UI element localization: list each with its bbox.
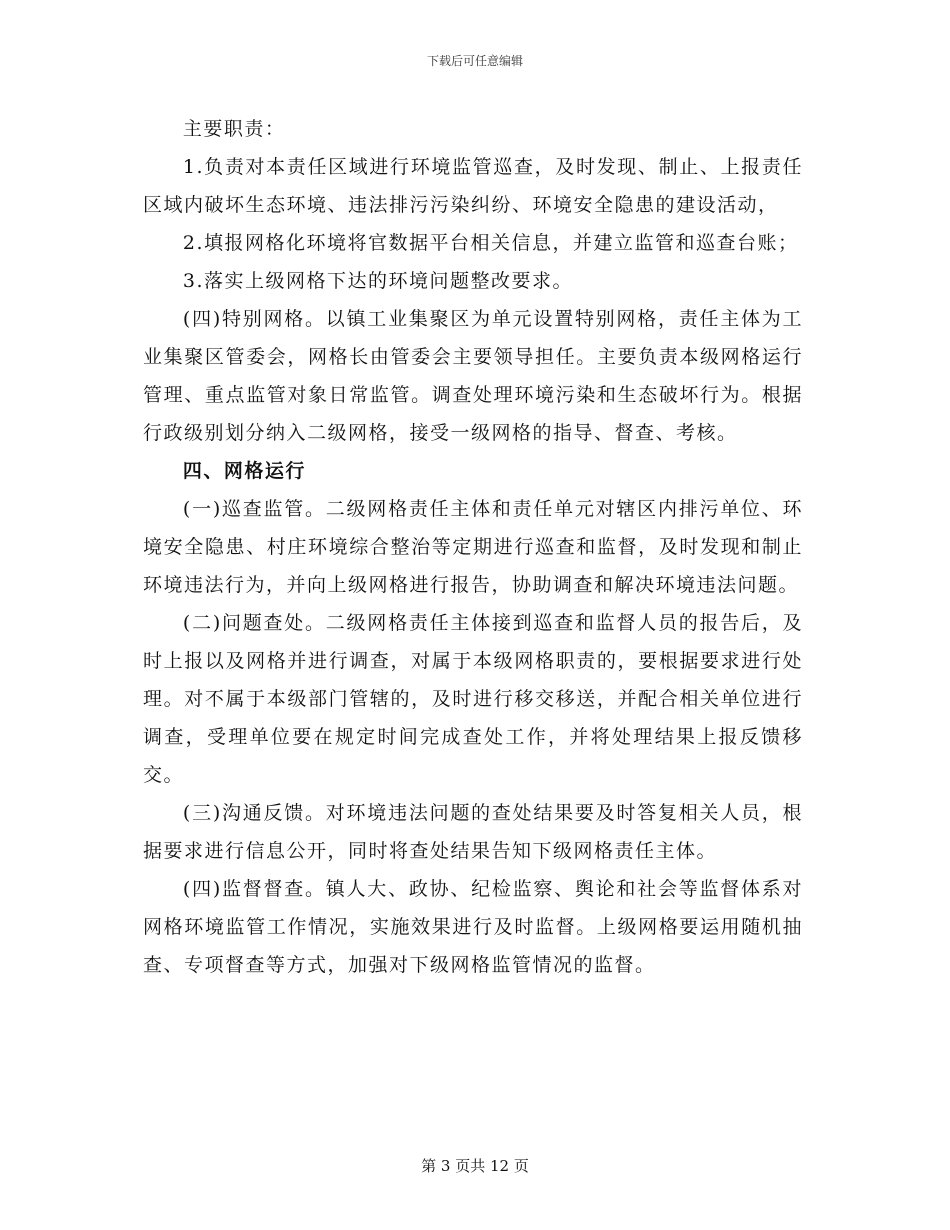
paragraph-duty-3: 3.落实上级网格下达的环境问题整改要求。 <box>182 270 574 292</box>
paragraph-communication-feedback: (三)沟通反馈。对环境违法问题的查处结果要及时答复相关人员，根据要求进行信息公开，同时将查处结果告知下级网格责任主体。 <box>143 802 803 862</box>
paragraph-problem-handling: (二)问题查处。二级网格责任主体接到巡查和监督人员的报告后，及时上报以及网格并进行调查，对属于本级网格职责的，要根据要求进行处理。对不属于本级部门管辖的，及时进行移交移送，并配合相关单位进行调查，受理单位要在规定时间完成查处工作，并将处理结果上报反馈移交。 <box>143 612 803 786</box>
paragraph-main-duties: 主要职责： <box>182 118 286 140</box>
document-body <box>143 110 803 984</box>
paragraph-duty-1: 1.负责对本责任区域进行环境监管巡查，及时发现、制止、上报责任区域内破坏生态环境、违法排污污染纠纷、环境安全隐患的建设活动， <box>143 156 803 216</box>
section-heading-grid-operation: 四、网格运行 <box>182 460 306 482</box>
paragraph-special-grid: (四)特别网格。以镇工业集聚区为单元设置特别网格，责任主体为工业集聚区管委会，网格长由管委会主要领导担任。主要负责本级网格运行管理、重点监管对象日常监管。调查处理环境污染和生态破坏行为。根据行政级别划分纳入二级网格，接受一级网格的指导、督查、考核。 <box>143 308 803 444</box>
paragraph-patrol-supervision: (一)巡查监管。二级网格责任主体和责任单元对辖区内排污单位、环境安全隐患、村庄环境综合整治等定期进行巡查和监督，及时发现和制止环境违法行为，并向上级网格进行报告，协助调查和解决环境违法问题。 <box>143 498 803 596</box>
paragraph-supervision-inspection: (四)监督督查。镇人大、政协、纪检监察、舆论和社会等监督体系对网格环境监管工作情况，实施效果进行及时监督。上级网格要运用随机抽查、专项督查等方式，加强对下级网格监管情况的监督。 <box>143 878 803 976</box>
paragraph-duty-2: 2.填报网格化环境将官数据平台相关信息，并建立监管和巡查台账； <box>182 232 799 254</box>
page-footer: 第 3 页共 12 页 <box>421 1157 529 1175</box>
page-header: 下载后可任意编辑 <box>426 54 523 68</box>
